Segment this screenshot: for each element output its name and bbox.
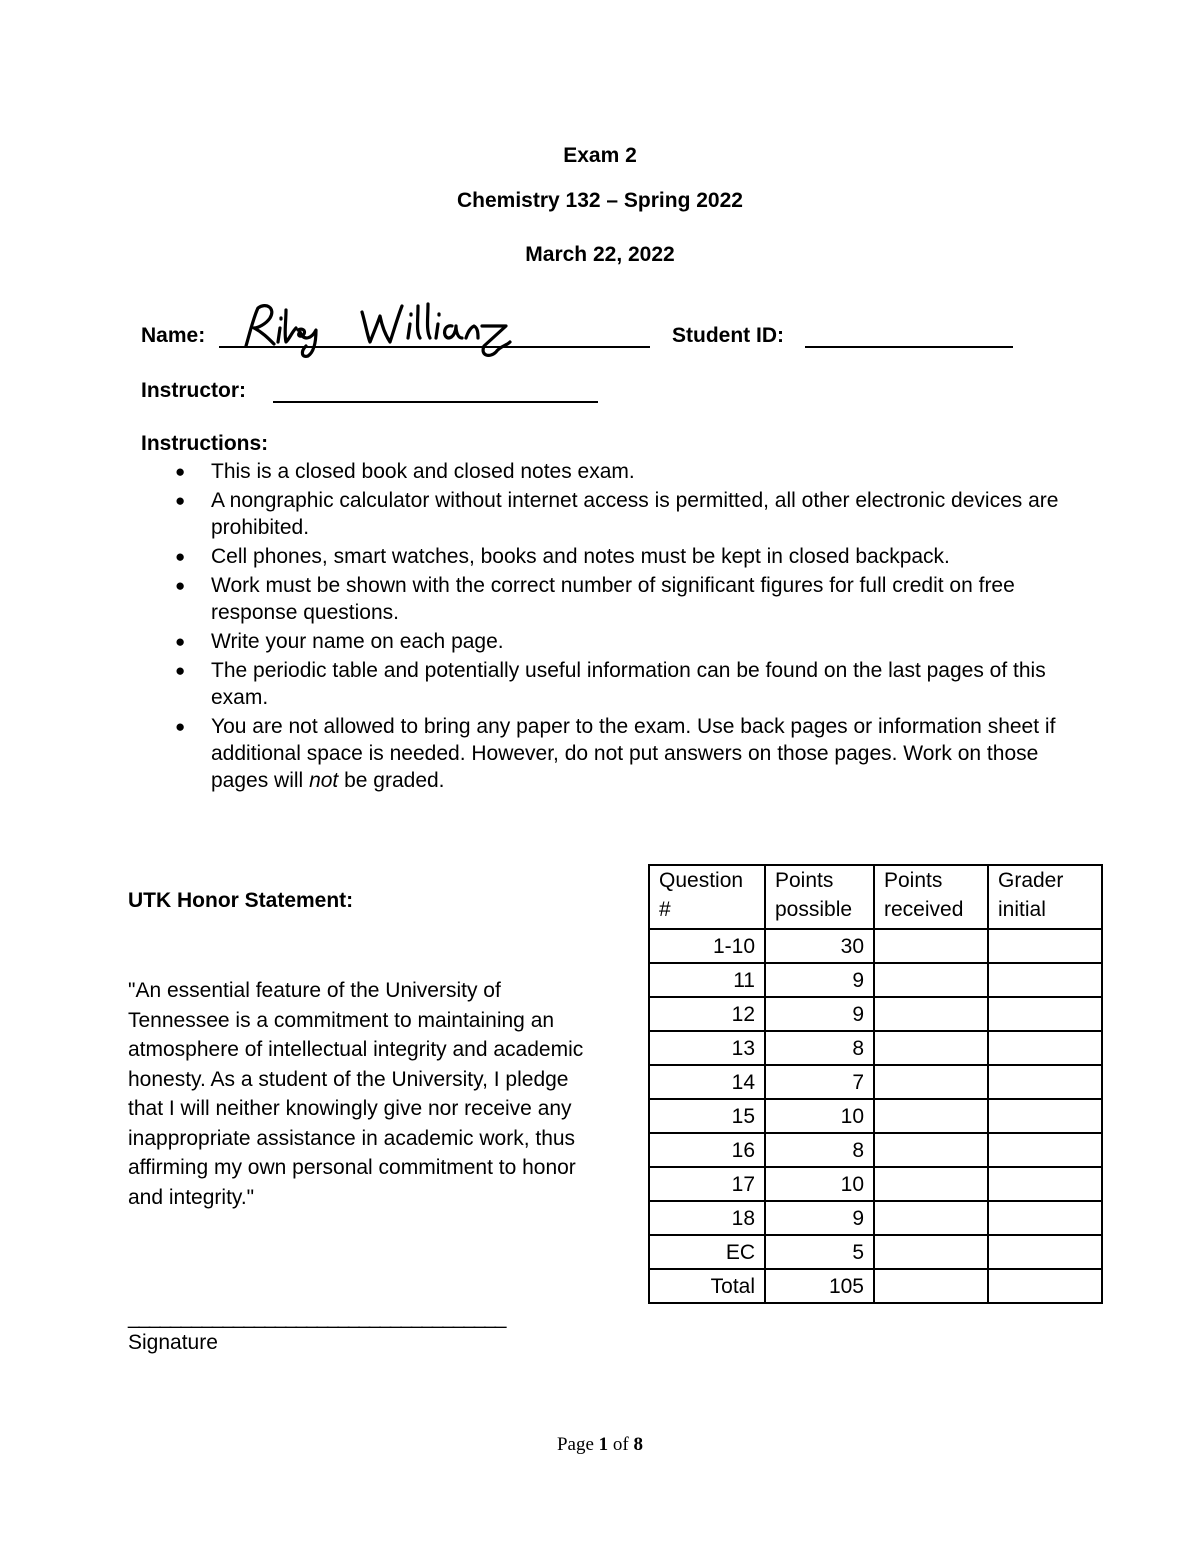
- name-label: Name:: [141, 324, 206, 347]
- table-row: [649, 1201, 1102, 1235]
- received-cell: [874, 929, 988, 963]
- initial-cell: [988, 1201, 1102, 1235]
- instructor-label: Instructor:: [141, 379, 246, 402]
- received-cell: [874, 1099, 988, 1133]
- received-cell: [874, 1167, 988, 1201]
- table-row: [649, 1031, 1102, 1065]
- instructor-input[interactable]: [273, 401, 598, 403]
- header-points-possible: Points possible: [765, 865, 874, 929]
- page-footer: [0, 1434, 1200, 1456]
- received-cell: [874, 1201, 988, 1235]
- initial-cell: [988, 1133, 1102, 1167]
- question-cell: EC: [649, 1235, 765, 1269]
- bullet-icon: ●: [175, 576, 186, 595]
- points-cell: 8: [765, 1133, 874, 1167]
- table-row: [649, 963, 1102, 997]
- points-cell: 105: [765, 1269, 874, 1303]
- bullet-icon: ●: [175, 491, 186, 510]
- received-cell: [874, 997, 988, 1031]
- received-cell: [874, 1031, 988, 1065]
- table-header-row: [649, 865, 1102, 929]
- received-cell: [874, 1235, 988, 1269]
- initial-cell: [988, 929, 1102, 963]
- exam-date: March 22, 2022: [525, 243, 675, 266]
- instruction-item: ● This is a closed book and closed notes exam.: [175, 460, 635, 483]
- question-cell: 14: [649, 1065, 765, 1099]
- question-cell: 16: [649, 1133, 765, 1167]
- question-cell: 18: [649, 1201, 765, 1235]
- table-row: [649, 1269, 1102, 1303]
- points-cell: 8: [765, 1031, 874, 1065]
- points-cell: 7: [765, 1065, 874, 1099]
- initial-cell: [988, 1167, 1102, 1201]
- points-cell: 30: [765, 929, 874, 963]
- received-cell: [874, 1269, 988, 1303]
- received-cell: [874, 1065, 988, 1099]
- points-cell: 9: [765, 997, 874, 1031]
- table-row: [649, 1065, 1102, 1099]
- points-cell: 9: [765, 963, 874, 997]
- table-row: [649, 1099, 1102, 1133]
- table-row: [649, 929, 1102, 963]
- header-grader-initial: Grader initial: [988, 865, 1102, 929]
- instruction-item: ● Cell phones, smart watches, books and notes must be kept in closed backpack.: [175, 545, 950, 568]
- header-question: Question #: [649, 865, 765, 929]
- course-title: Chemistry 132 – Spring 2022: [457, 189, 743, 212]
- page-total: 8: [633, 1434, 643, 1455]
- signature-label: Signature: [128, 1331, 218, 1354]
- student-id-input[interactable]: [805, 346, 1013, 348]
- points-cell: 5: [765, 1235, 874, 1269]
- of-word: of: [612, 1434, 629, 1455]
- initial-cell: [988, 1031, 1102, 1065]
- name-signature: [220, 298, 520, 360]
- question-cell: 15: [649, 1099, 765, 1133]
- points-cell: 10: [765, 1167, 874, 1201]
- table-row: [649, 997, 1102, 1031]
- student-id-label: Student ID:: [672, 324, 784, 347]
- question-cell: 17: [649, 1167, 765, 1201]
- received-cell: [874, 963, 988, 997]
- points-cell: 10: [765, 1099, 874, 1133]
- instructions-list: [141, 458, 1071, 796]
- initial-cell: [988, 997, 1102, 1031]
- question-cell: 11: [649, 963, 765, 997]
- initial-cell: [988, 1269, 1102, 1303]
- instruction-item: ● Write your name on each page.: [175, 630, 504, 653]
- instruction-emphasis: not: [309, 769, 339, 792]
- page-word: Page: [556, 1434, 594, 1455]
- bullet-icon: ●: [175, 462, 186, 481]
- initial-cell: [988, 1099, 1102, 1133]
- table-row: [649, 1133, 1102, 1167]
- initial-cell: [988, 1065, 1102, 1099]
- signature-line[interactable]: ____________________________________: [128, 1306, 506, 1329]
- score-table: [648, 864, 1103, 1304]
- instruction-item: ● The periodic table and potentially useful information can be found on the last pages of this exam.: [175, 659, 1046, 709]
- table-row: [649, 1235, 1102, 1269]
- bullet-icon: ●: [175, 547, 186, 566]
- instruction-item: ● You are not allowed to bring any paper to the exam. Use back pages or information sheet if additional space is needed. However, do not put answers on those pages. Work on those pages will not be graded.: [175, 715, 1056, 792]
- page-number: 1: [598, 1434, 609, 1455]
- received-cell: [874, 1133, 988, 1167]
- points-cell: 9: [765, 1201, 874, 1235]
- header-points-received: Points received: [874, 865, 988, 929]
- bullet-icon: ●: [175, 661, 186, 680]
- initial-cell: [988, 1235, 1102, 1269]
- bullet-icon: ●: [175, 717, 186, 736]
- exam-title: Exam 2: [563, 144, 637, 167]
- bullet-icon: ●: [175, 632, 186, 651]
- honor-statement: "An essential feature of the University of Tennessee is a commitment to maintaining an atmosphere of intellectual integrity and academic honesty. As a student of the University, I pledge that I will neither knowingly give nor receive any inappropriate assistance in academic work, thus affirming my own personal commitment to honor and integrity.": [128, 979, 584, 1209]
- question-cell: Total: [649, 1269, 765, 1303]
- honor-heading: UTK Honor Statement:: [128, 889, 354, 912]
- question-cell: 13: [649, 1031, 765, 1065]
- instruction-item: ● Work must be shown with the correct number of significant figures for full credit on free response questions.: [175, 574, 1015, 624]
- table-row: [649, 1167, 1102, 1201]
- question-cell: 12: [649, 997, 765, 1031]
- instruction-item: ● A nongraphic calculator without internet access is permitted, all other electronic devices are prohibited.: [175, 489, 1059, 539]
- initial-cell: [988, 963, 1102, 997]
- question-cell: 1-10: [649, 929, 765, 963]
- instructions-heading: Instructions:: [141, 432, 269, 455]
